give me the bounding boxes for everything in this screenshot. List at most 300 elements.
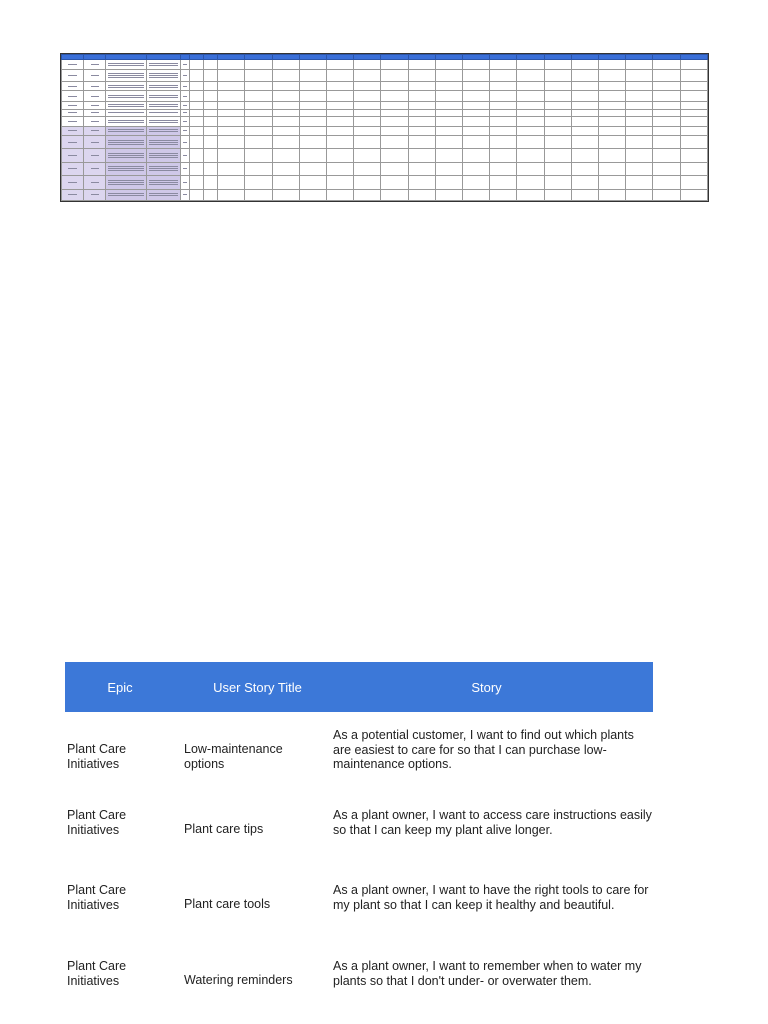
spreadsheet-cell xyxy=(680,175,707,189)
placeholder-text-stroke xyxy=(108,166,143,167)
spreadsheet-cell xyxy=(245,91,272,101)
placeholder-text-stroke xyxy=(91,155,99,156)
spreadsheet-cell xyxy=(462,149,489,163)
spreadsheet-cell xyxy=(653,136,680,149)
spreadsheet-cell xyxy=(204,126,218,135)
spreadsheet-cell xyxy=(435,136,462,149)
spreadsheet-row xyxy=(62,175,708,189)
spreadsheet-cell xyxy=(517,116,544,126)
spreadsheet-cell xyxy=(544,109,571,116)
epic-cell: Plant Care Initiatives xyxy=(67,742,127,771)
placeholder-text-stroke xyxy=(149,129,178,130)
spreadsheet-cell xyxy=(180,70,189,82)
spreadsheet-cell xyxy=(84,189,106,200)
spreadsheet-cell xyxy=(571,109,598,116)
placeholder-text-stroke xyxy=(68,130,76,131)
placeholder-text-stroke xyxy=(183,142,186,143)
spreadsheet-cell xyxy=(326,126,353,135)
spreadsheet-cell xyxy=(354,189,381,200)
placeholder-text-stroke xyxy=(108,87,143,88)
spreadsheet-cell xyxy=(218,70,245,82)
placeholder-text-stroke xyxy=(68,64,76,65)
placeholder-text-stroke xyxy=(108,184,143,185)
placeholder-text-stroke xyxy=(183,96,186,97)
placeholder-text-stroke xyxy=(68,142,76,143)
spreadsheet-cell xyxy=(626,60,653,70)
placeholder-text-stroke xyxy=(68,105,76,106)
spreadsheet-row xyxy=(62,70,708,82)
placeholder-text-stroke xyxy=(183,168,186,169)
spreadsheet-cell xyxy=(462,175,489,189)
spreadsheet-cell xyxy=(146,82,180,91)
spreadsheet-cell xyxy=(381,70,408,82)
spreadsheet-cell xyxy=(299,109,326,116)
placeholder-text-stroke xyxy=(183,155,186,156)
spreadsheet-cell xyxy=(106,175,146,189)
spreadsheet-cell xyxy=(653,116,680,126)
spreadsheet-cell xyxy=(299,189,326,200)
spreadsheet-cell xyxy=(490,175,517,189)
spreadsheet-cell xyxy=(180,82,189,91)
spreadsheet-cell xyxy=(299,70,326,82)
spreadsheet-cell xyxy=(354,70,381,82)
spreadsheet-cell xyxy=(653,149,680,163)
spreadsheet-cell xyxy=(146,175,180,189)
spreadsheet-cell xyxy=(626,101,653,109)
spreadsheet-cell xyxy=(189,60,203,70)
spreadsheet-cell xyxy=(272,109,299,116)
spreadsheet-cell xyxy=(462,126,489,135)
spreadsheet-cell xyxy=(146,101,180,109)
spreadsheet-cell xyxy=(218,189,245,200)
spreadsheet-cell xyxy=(435,189,462,200)
placeholder-text-stroke xyxy=(149,73,178,74)
spreadsheet-cell xyxy=(189,163,203,175)
spreadsheet-cell xyxy=(435,149,462,163)
spreadsheet-cell xyxy=(408,136,435,149)
spreadsheet-cell xyxy=(626,189,653,200)
spreadsheet-cell xyxy=(381,91,408,101)
spreadsheet-cell xyxy=(326,149,353,163)
header-user-story-title: User Story Title xyxy=(213,680,302,695)
spreadsheet-cell xyxy=(462,91,489,101)
spreadsheet-cell xyxy=(517,126,544,135)
spreadsheet-cell xyxy=(571,70,598,82)
spreadsheet-cell xyxy=(272,149,299,163)
spreadsheet-cell xyxy=(204,109,218,116)
spreadsheet-cell xyxy=(626,126,653,135)
placeholder-text-stroke xyxy=(149,140,178,141)
placeholder-text-stroke xyxy=(183,105,186,106)
spreadsheet-cell xyxy=(680,149,707,163)
placeholder-text-stroke xyxy=(149,85,178,86)
placeholder-text-stroke xyxy=(108,193,143,194)
spreadsheet-cell xyxy=(408,109,435,116)
placeholder-text-stroke xyxy=(149,180,178,181)
placeholder-text-stroke xyxy=(91,182,99,183)
spreadsheet-cell xyxy=(106,101,146,109)
spreadsheet-cell xyxy=(146,60,180,70)
spreadsheet-cell xyxy=(490,149,517,163)
spreadsheet-cell xyxy=(490,82,517,91)
placeholder-text-stroke xyxy=(149,182,178,183)
header-epic: Epic xyxy=(107,680,133,695)
spreadsheet-cell xyxy=(408,175,435,189)
spreadsheet-cell xyxy=(272,70,299,82)
placeholder-text-stroke xyxy=(91,142,99,143)
spreadsheet-cell xyxy=(180,189,189,200)
spreadsheet-cell xyxy=(680,136,707,149)
spreadsheet-cell xyxy=(189,175,203,189)
spreadsheet-cell xyxy=(62,101,84,109)
placeholder-text-stroke xyxy=(91,168,99,169)
spreadsheet-cell xyxy=(490,60,517,70)
placeholder-text-stroke xyxy=(149,155,178,156)
placeholder-text-stroke xyxy=(149,75,178,76)
placeholder-text-stroke xyxy=(149,122,178,123)
placeholder-text-stroke xyxy=(91,96,99,97)
spreadsheet-cell xyxy=(435,101,462,109)
spreadsheet-cell xyxy=(272,101,299,109)
placeholder-text-stroke xyxy=(183,194,186,195)
spreadsheet-cell xyxy=(517,60,544,70)
spreadsheet-cell xyxy=(490,101,517,109)
placeholder-text-stroke xyxy=(108,195,143,196)
spreadsheet-cell xyxy=(544,175,571,189)
spreadsheet-cell xyxy=(626,109,653,116)
spreadsheet-cell xyxy=(106,116,146,126)
spreadsheet-cell xyxy=(204,189,218,200)
spreadsheet-cell xyxy=(245,136,272,149)
spreadsheet-cell xyxy=(245,175,272,189)
story-table-header xyxy=(65,662,653,712)
placeholder-text-stroke xyxy=(91,75,99,76)
spreadsheet-cell xyxy=(354,82,381,91)
spreadsheet-cell xyxy=(245,126,272,135)
spreadsheet-cell xyxy=(272,91,299,101)
spreadsheet-cell xyxy=(189,116,203,126)
spreadsheet-cell xyxy=(680,189,707,200)
spreadsheet-cell xyxy=(106,126,146,135)
placeholder-text-stroke xyxy=(149,95,178,96)
spreadsheet-cell xyxy=(680,126,707,135)
spreadsheet-cell xyxy=(245,116,272,126)
user-story-title-cell: Plant care tips xyxy=(184,822,264,836)
spreadsheet-cell xyxy=(189,126,203,135)
spreadsheet-cell xyxy=(180,60,189,70)
spreadsheet-cell xyxy=(462,116,489,126)
spreadsheet-cell xyxy=(653,175,680,189)
placeholder-text-stroke xyxy=(108,104,143,105)
spreadsheet-cell xyxy=(598,136,625,149)
spreadsheet-cell xyxy=(299,82,326,91)
placeholder-text-stroke xyxy=(108,65,143,66)
spreadsheet-cell xyxy=(408,189,435,200)
spreadsheet-cell xyxy=(272,126,299,135)
spreadsheet-cell xyxy=(218,82,245,91)
spreadsheet-cell xyxy=(435,175,462,189)
spreadsheet-cell xyxy=(180,126,189,135)
spreadsheet-cell xyxy=(106,163,146,175)
placeholder-text-stroke xyxy=(149,120,178,121)
placeholder-text-stroke xyxy=(108,122,143,123)
spreadsheet-cell xyxy=(354,126,381,135)
spreadsheet-cell xyxy=(381,163,408,175)
spreadsheet-cell xyxy=(462,101,489,109)
spreadsheet-cell xyxy=(381,82,408,91)
placeholder-text-stroke xyxy=(183,64,186,65)
user-story-title-cell: Plant care tools xyxy=(184,897,271,911)
table-row xyxy=(65,728,653,778)
spreadsheet-cell xyxy=(680,91,707,101)
spreadsheet-cell xyxy=(299,163,326,175)
spreadsheet-cell xyxy=(544,189,571,200)
spreadsheet-cell xyxy=(626,136,653,149)
spreadsheet-cell xyxy=(680,60,707,70)
spreadsheet-cell xyxy=(517,175,544,189)
spreadsheet-cell xyxy=(598,70,625,82)
spreadsheet-cell xyxy=(490,136,517,149)
spreadsheet-row xyxy=(62,136,708,149)
spreadsheet-cell xyxy=(204,116,218,126)
spreadsheet-cell xyxy=(146,91,180,101)
spreadsheet-cell xyxy=(626,82,653,91)
spreadsheet-cell xyxy=(490,70,517,82)
spreadsheet-cell xyxy=(204,136,218,149)
spreadsheet-cell xyxy=(180,149,189,163)
spreadsheet-cell xyxy=(571,175,598,189)
spreadsheet-cell xyxy=(462,163,489,175)
spreadsheet-cell xyxy=(62,116,84,126)
spreadsheet-row xyxy=(62,149,708,163)
spreadsheet-cell xyxy=(354,101,381,109)
placeholder-text-stroke xyxy=(149,195,178,196)
spreadsheet-cell xyxy=(84,91,106,101)
spreadsheet-cell xyxy=(84,175,106,189)
placeholder-text-stroke xyxy=(149,168,178,169)
spreadsheet-cell xyxy=(62,60,84,70)
spreadsheet-cell xyxy=(326,82,353,91)
spreadsheet-cell xyxy=(218,126,245,135)
spreadsheet-cell xyxy=(598,149,625,163)
spreadsheet-row xyxy=(62,109,708,116)
spreadsheet-cell xyxy=(189,70,203,82)
spreadsheet-cell xyxy=(462,136,489,149)
spreadsheet-cell xyxy=(62,163,84,175)
table-row xyxy=(65,959,653,1009)
placeholder-text-stroke xyxy=(183,130,186,131)
placeholder-text-stroke xyxy=(149,153,178,154)
spreadsheet-cell xyxy=(62,91,84,101)
spreadsheet-cell xyxy=(408,82,435,91)
spreadsheet-cell xyxy=(435,116,462,126)
spreadsheet-cell xyxy=(571,149,598,163)
placeholder-text-stroke xyxy=(91,194,99,195)
spreadsheet-cell xyxy=(146,70,180,82)
spreadsheet-cell xyxy=(354,109,381,116)
spreadsheet-cell xyxy=(517,136,544,149)
header-story: Story xyxy=(471,680,502,695)
spreadsheet-cell xyxy=(272,163,299,175)
story-cell: As a potential customer, I want to find out which plants are easiest to care for so that I can purchase low-maintenance options. xyxy=(333,728,634,771)
placeholder-text-stroke xyxy=(149,144,178,145)
placeholder-text-stroke xyxy=(149,184,178,185)
placeholder-text-stroke xyxy=(108,153,143,154)
spreadsheet-cell xyxy=(598,109,625,116)
placeholder-text-stroke xyxy=(108,140,143,141)
spreadsheet-cell xyxy=(84,163,106,175)
spreadsheet-cell xyxy=(272,60,299,70)
placeholder-text-stroke xyxy=(108,180,143,181)
spreadsheet-cell xyxy=(62,82,84,91)
placeholder-text-stroke xyxy=(108,97,143,98)
spreadsheet-cell xyxy=(62,70,84,82)
spreadsheet-cell xyxy=(245,70,272,82)
placeholder-text-stroke xyxy=(108,129,143,130)
spreadsheet-cell xyxy=(571,116,598,126)
spreadsheet-cell xyxy=(106,189,146,200)
spreadsheet-cell xyxy=(490,189,517,200)
spreadsheet-cell xyxy=(326,163,353,175)
spreadsheet-cell xyxy=(218,91,245,101)
spreadsheet-cell xyxy=(517,101,544,109)
placeholder-text-stroke xyxy=(91,105,99,106)
spreadsheet-cell xyxy=(381,60,408,70)
placeholder-text-stroke xyxy=(108,182,143,183)
placeholder-text-stroke xyxy=(108,170,143,171)
placeholder-text-stroke xyxy=(91,112,99,113)
spreadsheet-cell xyxy=(189,101,203,109)
story-cell: As a plant owner, I want to have the right tools to care for my plant so that I can keep it healthy and beautiful. xyxy=(333,883,649,912)
spreadsheet-cell xyxy=(544,149,571,163)
spreadsheet-cell xyxy=(544,82,571,91)
spreadsheet-cell xyxy=(490,116,517,126)
spreadsheet-cell xyxy=(544,70,571,82)
spreadsheet-cell xyxy=(517,91,544,101)
spreadsheet-cell xyxy=(299,149,326,163)
spreadsheet-row xyxy=(62,60,708,70)
spreadsheet-cell xyxy=(408,126,435,135)
spreadsheet-cell xyxy=(326,109,353,116)
placeholder-text-stroke xyxy=(68,121,76,122)
spreadsheet-cell xyxy=(571,82,598,91)
placeholder-text-stroke xyxy=(68,96,76,97)
spreadsheet-cell xyxy=(299,60,326,70)
spreadsheet-cell xyxy=(490,126,517,135)
spreadsheet-cell xyxy=(326,189,353,200)
epic-cell: Plant Care Initiatives xyxy=(67,883,127,912)
spreadsheet-cell xyxy=(84,136,106,149)
spreadsheet-cell xyxy=(62,109,84,116)
spreadsheet-cell xyxy=(146,116,180,126)
spreadsheet-cell xyxy=(598,116,625,126)
placeholder-text-stroke xyxy=(68,112,76,113)
spreadsheet-cell xyxy=(180,175,189,189)
spreadsheet-cell xyxy=(204,175,218,189)
spreadsheet-cell xyxy=(354,149,381,163)
spreadsheet-cell xyxy=(272,116,299,126)
spreadsheet-cell xyxy=(84,126,106,135)
spreadsheet-cell xyxy=(146,136,180,149)
spreadsheet-cell xyxy=(571,60,598,70)
spreadsheet-cell xyxy=(408,101,435,109)
spreadsheet-cell xyxy=(435,126,462,135)
spreadsheet-cell xyxy=(435,91,462,101)
spreadsheet-cell xyxy=(189,149,203,163)
spreadsheet-cell xyxy=(381,136,408,149)
spreadsheet-cell xyxy=(189,189,203,200)
placeholder-text-stroke xyxy=(149,63,178,64)
placeholder-text-stroke xyxy=(149,166,178,167)
placeholder-text-stroke xyxy=(183,86,186,87)
spreadsheet-cell xyxy=(189,136,203,149)
spreadsheet-cell xyxy=(680,116,707,126)
placeholder-text-stroke xyxy=(108,157,143,158)
spreadsheet-cell xyxy=(146,149,180,163)
placeholder-text-stroke xyxy=(149,97,178,98)
spreadsheet-cell xyxy=(245,82,272,91)
spreadsheet-cell xyxy=(84,82,106,91)
spreadsheet-cell xyxy=(272,136,299,149)
spreadsheet-cell xyxy=(299,101,326,109)
spreadsheet-cell xyxy=(680,109,707,116)
spreadsheet-cell xyxy=(381,116,408,126)
placeholder-text-stroke xyxy=(91,130,99,131)
spreadsheet-cell xyxy=(245,60,272,70)
placeholder-text-stroke xyxy=(149,193,178,194)
placeholder-text-stroke xyxy=(149,170,178,171)
spreadsheet-cell xyxy=(598,82,625,91)
user-story-title-cell: Low-maintenance options xyxy=(184,742,283,771)
spreadsheet-cell xyxy=(146,189,180,200)
spreadsheet-cell xyxy=(517,149,544,163)
spreadsheet-cell xyxy=(204,149,218,163)
spreadsheet-cell xyxy=(435,109,462,116)
spreadsheet-thumbnail xyxy=(60,53,709,202)
spreadsheet-cell xyxy=(435,70,462,82)
spreadsheet-cell xyxy=(204,60,218,70)
placeholder-text-stroke xyxy=(91,86,99,87)
spreadsheet-cell xyxy=(653,70,680,82)
spreadsheet-cell xyxy=(598,175,625,189)
spreadsheet-cell xyxy=(680,82,707,91)
spreadsheet-cell xyxy=(84,109,106,116)
spreadsheet-cell xyxy=(204,91,218,101)
spreadsheet-cell xyxy=(245,109,272,116)
spreadsheet-cell xyxy=(626,70,653,82)
spreadsheet-cell xyxy=(354,163,381,175)
spreadsheet-cell xyxy=(84,116,106,126)
placeholder-text-stroke xyxy=(108,95,143,96)
spreadsheet-cell xyxy=(84,149,106,163)
spreadsheet-cell xyxy=(653,60,680,70)
spreadsheet-cell xyxy=(544,116,571,126)
spreadsheet-cell xyxy=(180,101,189,109)
spreadsheet-cell xyxy=(354,116,381,126)
spreadsheet-cell xyxy=(354,60,381,70)
spreadsheet-cell xyxy=(218,109,245,116)
spreadsheet-cell xyxy=(462,70,489,82)
placeholder-text-stroke xyxy=(183,75,186,76)
spreadsheet-cell xyxy=(408,149,435,163)
spreadsheet-cell xyxy=(189,91,203,101)
spreadsheet-row xyxy=(62,189,708,200)
spreadsheet-cell xyxy=(218,136,245,149)
placeholder-text-stroke xyxy=(149,87,178,88)
placeholder-text-stroke xyxy=(108,131,143,132)
spreadsheet-cell xyxy=(626,163,653,175)
spreadsheet-cell xyxy=(84,101,106,109)
